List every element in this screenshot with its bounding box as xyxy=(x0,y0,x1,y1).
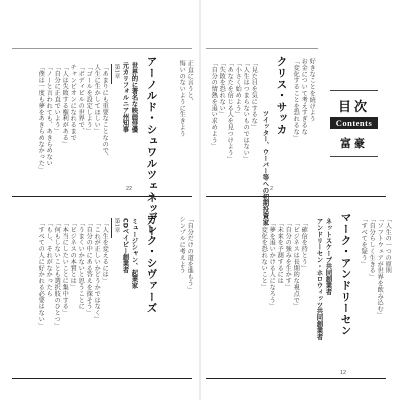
entry-name: デレク・シヴァーズ xyxy=(145,212,158,314)
section-rule-top xyxy=(12,48,192,49)
page-number: 12 xyxy=(340,370,347,376)
toc-category: 富豪 xyxy=(340,137,368,150)
quote-line: 「これが正しいかどうかではなく」 xyxy=(93,220,101,323)
page-number: 2 xyxy=(270,186,274,192)
quote-line: 「小さく始めよう」 xyxy=(234,60,242,118)
section-rule-bottom xyxy=(206,378,386,379)
quote-line: 「ビジネスは長期的な視点で」 xyxy=(292,220,300,310)
quote-line: 「自分の中にある答えを探そう」 xyxy=(85,220,93,316)
quote-line: 「本当にしたいことに集中する」 xyxy=(61,220,69,316)
page-gutter xyxy=(199,0,201,400)
quote-line: 「ビジネスの本質とは」 xyxy=(69,220,77,291)
entry-subtitle: 世界的に著名な映画俳優 xyxy=(130,62,139,133)
quote-line: 「夢を追いかける人になろう」 xyxy=(268,220,276,310)
quote-line: シンプルに考えよう xyxy=(178,216,186,274)
entry-subtitle: ミュージシャン、起業家 xyxy=(130,218,139,289)
quote-line: 「人生の一つの原則 xyxy=(384,216,392,274)
quote-line: 「うまくいかないと思うことに xyxy=(77,220,85,310)
quote-line: 「人は失敗する権利がある」 xyxy=(61,64,69,148)
entry-name: クリス・サッカ xyxy=(275,56,288,136)
quote-line: 「失敗を恐れない」 xyxy=(218,60,226,118)
quote-line: 「もし、それがなかったら xyxy=(45,220,53,297)
section-rule-bottom xyxy=(12,378,192,379)
quote-line: チャンピオンになれるまで xyxy=(69,64,77,141)
quote-line: 「変化することを恐れるな」 xyxy=(292,58,300,142)
quote-line: 「すべての人に好かれる必要はない」 xyxy=(37,220,45,329)
quote-line: 「自分だけの道を進もう」 xyxy=(186,216,194,293)
quote-line: 「あまりにも重要なことなので、 xyxy=(101,64,109,160)
quote-line: 「変化を恐れないこと」 xyxy=(260,220,268,291)
toc-title: 目次 xyxy=(337,100,370,115)
quote-line: 「未来を予測するには xyxy=(276,220,284,284)
quote-line: 「人生を変えるには」 xyxy=(101,220,109,284)
section-rule-bottom xyxy=(206,196,386,197)
page-number: 22 xyxy=(126,186,133,192)
quote-line: 「人生はつまらないものではない」 xyxy=(242,60,250,163)
toc-title-box xyxy=(330,90,378,157)
quote-line: 「ノーと言われても、あきらめない xyxy=(45,64,53,167)
quote-line: 「見た目を気にするな」 xyxy=(250,60,258,131)
quote-line: 「自分の強みを生かす」 xyxy=(284,220,292,291)
section-rule-top xyxy=(206,48,318,49)
quote-line: 「ボディビルの世界で、 xyxy=(77,64,85,135)
quote-line: 「すべてを疑う」 xyxy=(360,216,368,268)
entry-subtitle-2: CDベイビー創業者 xyxy=(121,218,130,273)
section-rule-bottom xyxy=(12,196,192,197)
quote-line: 「あなたを信じる人を見つけよう」 xyxy=(226,60,234,163)
quote-line: 好きなことを続けよう xyxy=(308,58,316,122)
quote-line: お金について考えすぎるな xyxy=(300,58,308,135)
quote-line: 「僕は一度も夢をあきらめなかった」 xyxy=(37,64,45,173)
toc-title-en: Contents xyxy=(330,117,378,129)
quote-line: 人生に生かしてほしい」 xyxy=(93,64,101,135)
entry-subtitle-2: アンドリーセン・ホロウィッツ共同創業者 xyxy=(315,218,324,340)
quote-line: 悔いのないように生きよう xyxy=(178,60,186,137)
quote-line: 「確信を持とう」 xyxy=(300,220,308,272)
entry-name: マーク・アンドリーセン xyxy=(339,212,352,337)
entry-subtitle-2: 元カリフォルニア州知事 xyxy=(121,62,130,133)
quote-line: 「自分らしく生きる」 xyxy=(368,216,376,280)
entry-subtitle: ネットスケープ共同創業者 xyxy=(324,218,333,295)
quote-line: 「何もしないことも選択肢のひとつ」 xyxy=(53,220,61,329)
chapter-tag: 第1章 xyxy=(111,64,119,84)
quote-line: 「自分の情熱を追い求めよう」 xyxy=(210,60,218,150)
quote-line: 正直に言うと、 xyxy=(186,60,194,105)
entry-subtitle: ツイッター、ウーバー等への初期投資家 xyxy=(261,110,270,226)
quote-line: 「ソフトウェアが世界を飲み込む」 xyxy=(376,216,384,319)
quote-line: 「自分に正直でいよう」 xyxy=(53,64,61,135)
entry-name: アーノルド・シュワルツェネッガー xyxy=(145,56,158,237)
quote-line: 「ゴールを設定しよう」 xyxy=(85,64,93,135)
chapter-tag: 第1章 xyxy=(111,218,119,238)
